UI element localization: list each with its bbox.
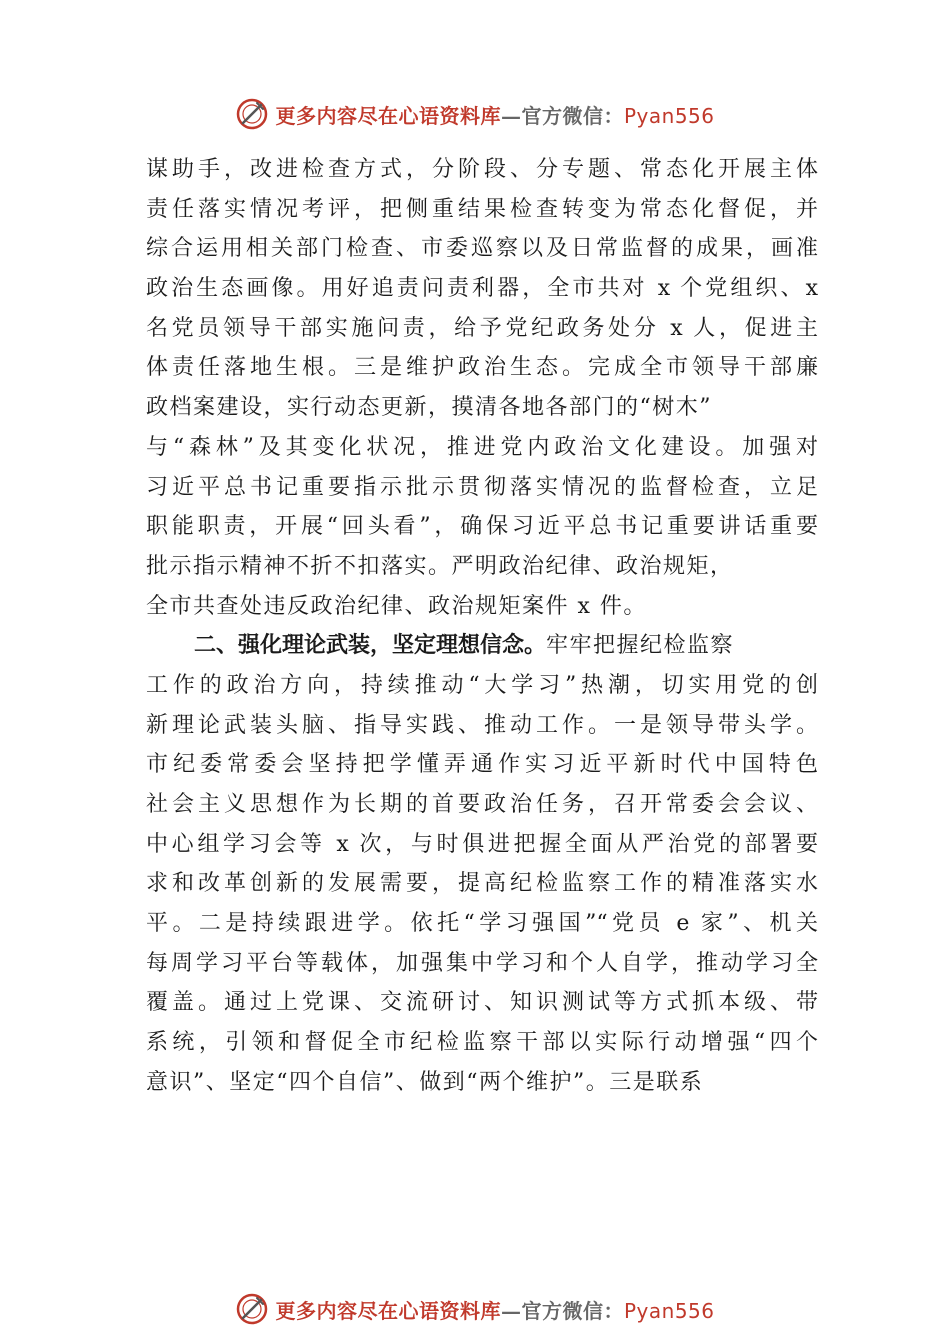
body-line: 责任落实情况考评，把侧重结果检查转变为常态化督促，并 xyxy=(146,196,818,222)
body-line: 求和改革创新的发展需要，提高纪检监察工作的精准落实水 xyxy=(146,871,818,897)
body-line: 谋助手，改进检查方式，分阶段、分专题、常态化开展主体 xyxy=(146,157,818,182)
document-body xyxy=(146,150,818,1103)
body-line: 体责任落地生根。三是维护政治生态。完成全市领导干部廉 xyxy=(146,355,818,381)
body-line: 工作的政治方向，持续推动“大学习”热潮，切实用党的创 xyxy=(146,672,818,698)
banner-main-text: 更多内容尽在心语资料库 xyxy=(275,103,501,128)
footer-banner xyxy=(0,1289,950,1329)
seal-logo-icon xyxy=(235,97,269,131)
body-line: 习近平总书记重要指示批示贯彻落实情况的监督检查，立足 xyxy=(146,474,818,500)
banner-dash: — xyxy=(500,1298,522,1323)
body-line: 系统，引领和督促全市纪检监察干部以实际行动增强“四个 xyxy=(146,1030,818,1056)
body-line: 覆盖。通过上党课、交流研讨、知识测试等方式抓本级、带 xyxy=(146,990,818,1016)
body-line: 政治生态画像。用好追责问责利器，全市共对 x 个党组织、x xyxy=(146,276,818,302)
seal-logo-icon xyxy=(235,1292,269,1326)
section-heading: 二、强化理论武装，坚定理想信念。 xyxy=(194,633,547,659)
banner-text xyxy=(275,100,714,129)
body-line: 全市共查处违反政治纪律、政治规矩案件 x 件。 xyxy=(146,593,647,619)
body-line: 每周学习平台等载体，加强集中学习和个人自学，推动学习全 xyxy=(146,950,818,976)
banner-official-label: 官方微信： xyxy=(521,1298,624,1323)
header-banner xyxy=(0,94,950,134)
body-line: 社会主义思想作为长期的首要政治任务，召开常委会会议、 xyxy=(146,792,818,817)
body-line: 意识”、坚定“四个自信”、做到“两个维护”。三是联系 xyxy=(146,1069,704,1095)
body-line: 市纪委常委会坚持把学懂弄通作实习近平新时代中国特色 xyxy=(146,752,818,778)
body-line: 批示指示精神不折不扣落实。严明政治纪律、政治规矩， xyxy=(146,553,734,579)
body-line: 政档案建设，实行动态更新，摸清各地各部门的“树木” xyxy=(146,395,712,421)
banner-dash: — xyxy=(500,103,522,128)
banner-wechat-id: Pyan556 xyxy=(623,103,715,128)
banner-official-label: 官方微信： xyxy=(521,103,624,128)
banner-main-text: 更多内容尽在心语资料库 xyxy=(275,1298,501,1323)
body-line: 职能职责，开展“回头看”，确保习近平总书记重要讲话重要 xyxy=(146,514,818,540)
body-line: 综合运用相关部门检查、市委巡察以及日常监督的成果，画准 xyxy=(146,236,818,262)
body-line: 新理论武装头脑、指导实践、推动工作。一是领导带头学。 xyxy=(146,712,818,738)
section-heading-line xyxy=(146,626,818,666)
section-heading-continuation: 牢牢把握纪检监察 xyxy=(546,633,735,659)
body-line: 名党员领导干部实施问责，给予党纪政务处分 x 人，促进主 xyxy=(146,315,818,341)
banner-wechat-id: Pyan556 xyxy=(623,1298,715,1323)
body-line: 与“森林”及其变化状况，推进党内政治文化建设。加强对 xyxy=(146,434,818,460)
body-line: 平。二是持续跟进学。依托“学习强国”“党员 e 家”、机关 xyxy=(146,911,818,937)
banner-text xyxy=(275,1295,714,1324)
body-line: 中心组学习会等 x 次，与时俱进把握全面从严治党的部署要 xyxy=(146,831,818,857)
